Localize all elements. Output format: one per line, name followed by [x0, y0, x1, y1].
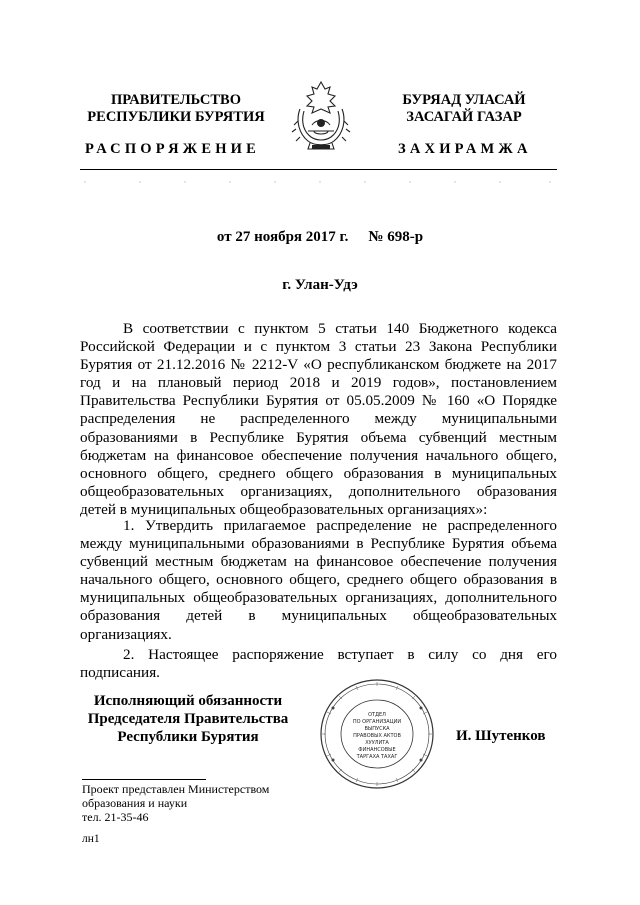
svg-text:ХУУЛИТА: ХУУЛИТА	[365, 740, 389, 746]
header-left-line1: ПРАВИТЕЛЬСТВО	[111, 92, 241, 108]
clause-2-paragraph	[80, 646, 557, 682]
clause-1-paragraph	[80, 517, 557, 644]
header-left-organization	[78, 92, 274, 126]
signatory-title	[82, 692, 294, 746]
svg-text:ПРАВОВЫХ АКТОВ: ПРАВОВЫХ АКТОВ	[353, 733, 401, 739]
header-divider	[80, 169, 557, 170]
paragraph-text: 1. Утвердить прилагаемое распределение не распределенного между муниципальными образованиями в Республике Бурятия объема субвенций местным бюджетам на финансовое обеспечение получения начального общего, основного общего, среднего общего образования в муниципальных общеобразовательных организациях, дополнительного образования детей в муниципальных общеобразовательных организациях.	[80, 517, 557, 643]
coat-of-arms-emblem	[290, 79, 352, 151]
document-date-line	[0, 229, 640, 246]
executor-initials: лн1	[82, 833, 100, 845]
signatory-title-line2: Председателя Правительства	[87, 711, 289, 727]
preamble-paragraph	[80, 320, 557, 519]
document-city: г. Улан-Удэ	[282, 277, 358, 293]
svg-text:ФИНАНСОВЫЕ: ФИНАНСОВЫЕ	[358, 747, 396, 753]
footnote-line1: Проект представлен Министерством	[82, 782, 270, 796]
header-right-organization	[376, 92, 552, 126]
project-footnote	[82, 782, 269, 824]
svg-text:ПО ОРГАНИЗАЦИИ: ПО ОРГАНИЗАЦИИ	[352, 719, 402, 725]
header-left-decree: РАСПОРЯЖЕНИЕ	[85, 141, 261, 157]
header-dotted-line	[80, 173, 557, 181]
header-right-line1: БУРЯАД УЛАСАЙ	[402, 92, 526, 108]
signatory-title-line3: Республики Бурятия	[117, 729, 259, 745]
footnote-divider	[82, 779, 206, 780]
svg-text:ОТДЕЛ: ОТДЕЛ	[368, 712, 386, 718]
official-stamp	[319, 678, 435, 790]
paragraph-text: В соответствии с пунктом 5 статьи 140 Бюджетного кодекса Российской Федерации и с пунктом 3 статьи 23 Закона Республики Бурятия от 21.12.2016 № 2212-V «О республиканском бюджете на 2017 год и на плановый период 2018 и 2019 годов», постановлением Правительства Республики Бурятия от 05.05.2009 № 160 «О Порядке распределения не распределенного между муниципальными образованиями в Республике Бурятия объема субвенций местным бюджетам на финансовое обеспечение получения начального общего, основного общего, среднего общего образования в муниципальных общеобразовательных организациях, дополнительного образования детей в муниципальных общеобразовательных организациях»:	[80, 320, 557, 518]
signatory-title-line1: Исполняющий обязанности	[93, 693, 283, 709]
header-left-line2: РЕСПУБЛИКИ БУРЯТИЯ	[87, 109, 265, 125]
footnote-line2: образования и науки	[82, 796, 188, 810]
header-right-line2: ЗАСАГАЙ ГАЗАР	[406, 109, 522, 125]
signatory-name: И. Шутенков	[456, 728, 546, 744]
footnote-line3: тел. 21-35-46	[82, 810, 149, 824]
document-number: № 698-р	[368, 229, 424, 245]
document-date: от 27 ноября 2017 г.	[216, 229, 349, 245]
svg-text:ТАРГАХА ТАХАГ: ТАРГАХА ТАХАГ	[356, 754, 398, 760]
svg-text:ВЫПУСКА: ВЫПУСКА	[364, 726, 390, 732]
paragraph-text: 2. Настоящее распоряжение вступает в силу со дня его подписания.	[80, 646, 557, 682]
header-right-decree: ЗАХИРАМЖА	[398, 141, 532, 157]
